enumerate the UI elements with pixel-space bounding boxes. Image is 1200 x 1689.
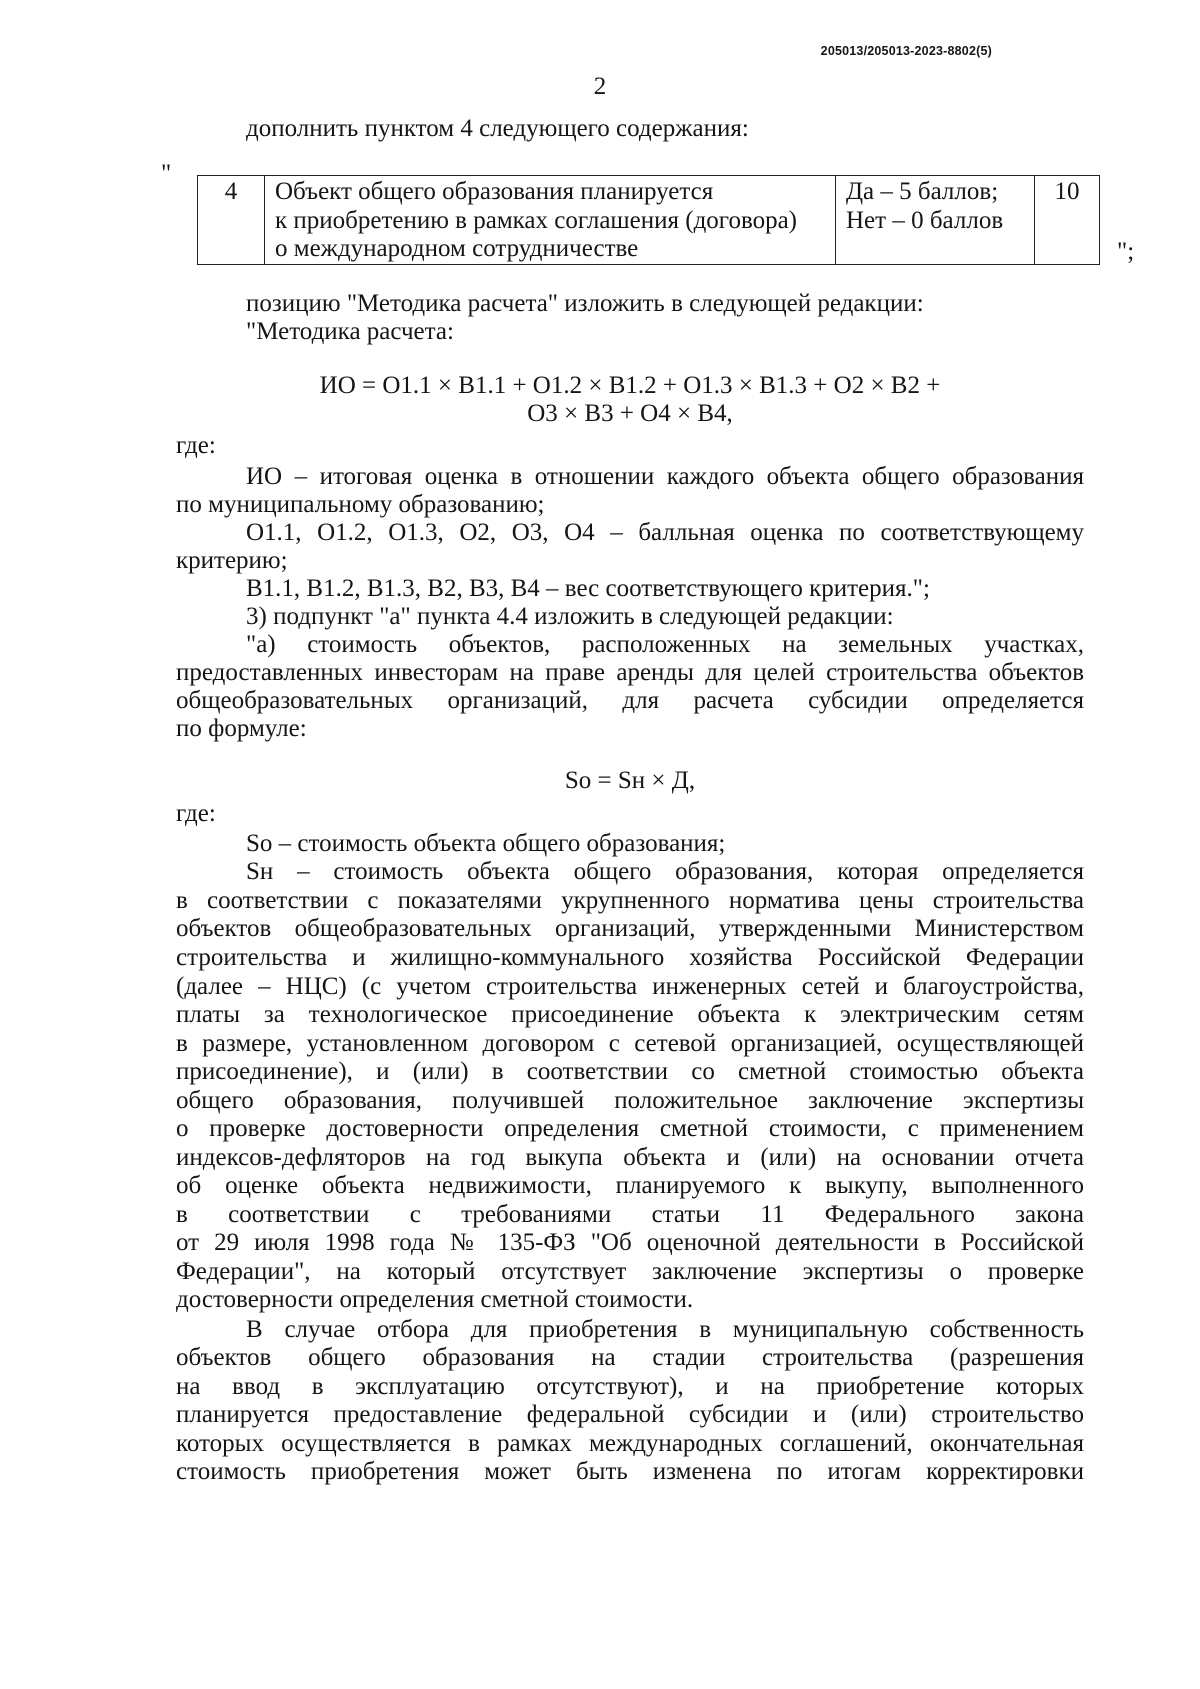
text-line: в размере, установленном договором с сетевой организацией, осуществляющей bbox=[176, 1030, 1084, 1057]
text-line: 3) подпункт "а" пункта 4.4 изложить в следующей редакции: bbox=[246, 603, 894, 630]
text-line: индексов-дефляторов на год выкупа объекта и (или) на основании отчета bbox=[176, 1144, 1084, 1171]
text-line: критерию; bbox=[176, 547, 288, 574]
text-line: платы за технологическое присоединение объекта к электрическим сетям bbox=[176, 1001, 1084, 1028]
text-line: объектов общего образования на стадии строительства (разрешения bbox=[176, 1344, 1084, 1371]
criterion-table bbox=[197, 175, 1100, 265]
score-line: Нет – 0 баллов bbox=[846, 206, 1004, 234]
text-line: которых осуществляется в рамках международных соглашений, окончательная bbox=[176, 1430, 1084, 1457]
text-line: So – стоимость объекта общего образования; bbox=[246, 830, 726, 857]
text-line: ИО – итоговая оценка в отношении каждого объекта общего образования bbox=[246, 463, 1084, 490]
text-line: присоединение), и (или) в соответствии со сметной стоимостью объекта bbox=[176, 1058, 1084, 1085]
document-id: 205013/205013-2023-8802(5) bbox=[820, 44, 992, 58]
table-open-quote: " bbox=[161, 160, 172, 187]
text-line: объектов общеобразовательных организаций, утвержденными Министерством bbox=[176, 915, 1084, 942]
text-line: (далее – НЦС) (с учетом строительства инженерных сетей и благоустройства, bbox=[176, 973, 1084, 1000]
criterion-number: 4 bbox=[198, 176, 265, 265]
text-line: достоверности определения сметной стоимости. bbox=[176, 1286, 694, 1313]
text-line: строительства и жилищно-коммунального хозяйства Российской Федерации bbox=[176, 944, 1084, 971]
criterion-line: к приобретению в рамках соглашения (договора) bbox=[275, 206, 797, 234]
criterion-description bbox=[265, 176, 836, 265]
text-line: "а) стоимость объектов, расположенных на земельных участках, bbox=[246, 631, 1084, 658]
page-number: 2 bbox=[593, 73, 607, 100]
text-line: в соответствии с показателями укрупненного норматива цены строительства bbox=[176, 887, 1084, 914]
criterion-line: Объект общего образования планируется bbox=[275, 178, 714, 205]
text-line: общеобразовательных организаций, для расчета субсидии определяется bbox=[176, 687, 1084, 714]
criterion-line: о международном сотрудничестве bbox=[275, 235, 639, 262]
text-line: Федерации", на который отсутствует заключение экспертизы о проверке bbox=[176, 1258, 1084, 1285]
text-line: O1.1, O1.2, O1.3, O2, O3, O4 – балльная оценка по соответствующему bbox=[246, 519, 1084, 546]
text-line: "Методика расчета: bbox=[246, 318, 454, 345]
text-line: по формуле: bbox=[176, 715, 307, 742]
table-close-quote: "; bbox=[1117, 238, 1135, 265]
criterion-weight: 10 bbox=[1035, 176, 1100, 265]
text-line: позицию "Методика расчета" изложить в следующей редакции: bbox=[246, 290, 924, 317]
text-line: B1.1, B1.2, B1.3, B2, B3, B4 – вес соответствующего критерия."; bbox=[246, 575, 930, 602]
criterion-scores bbox=[836, 176, 1035, 265]
text-line: по муниципальному образованию; bbox=[176, 491, 545, 518]
text-line: общего образования, получившей положительное заключение экспертизы bbox=[176, 1087, 1084, 1114]
text-line: где: bbox=[176, 800, 216, 827]
formula-line: So = Sн × Д, bbox=[564, 767, 696, 794]
text-line: о проверке достоверности определения сметной стоимости, с применением bbox=[176, 1115, 1084, 1142]
formula-line: ИО = O1.1 × B1.1 + O1.2 × B1.2 + O1.3 × B1.3 + O2 × B2 + bbox=[319, 372, 941, 399]
intro-line: дополнить пунктом 4 следующего содержания: bbox=[246, 115, 749, 142]
text-line: в соответствии с требованиями статьи 11 Федерального закона bbox=[176, 1201, 1084, 1228]
text-line: от 29 июля 1998 года № 135-ФЗ "Об оценочной деятельности в Российской bbox=[176, 1229, 1084, 1256]
text-line: предоставленных инвесторам на праве аренды для целей строительства объектов bbox=[176, 659, 1084, 686]
text-line: стоимость приобретения может быть изменена по итогам корректировки bbox=[176, 1458, 1084, 1485]
text-line: Sн – стоимость объекта общего образования, которая определяется bbox=[246, 858, 1084, 885]
text-line: об оценке объекта недвижимости, планируемого к выкупу, выполненного bbox=[176, 1172, 1084, 1199]
score-line: Да – 5 баллов; bbox=[846, 178, 999, 205]
text-line: В случае отбора для приобретения в муниципальную собственность bbox=[246, 1316, 1084, 1343]
table-row bbox=[198, 176, 1100, 265]
text-line: где: bbox=[176, 432, 216, 459]
text-line: планируется предоставление федеральной субсидии и (или) строительство bbox=[176, 1401, 1084, 1428]
text-line: на ввод в эксплуатацию отсутствуют), и на приобретение которых bbox=[176, 1373, 1084, 1400]
formula-line: O3 × B3 + O4 × B4, bbox=[527, 400, 733, 427]
